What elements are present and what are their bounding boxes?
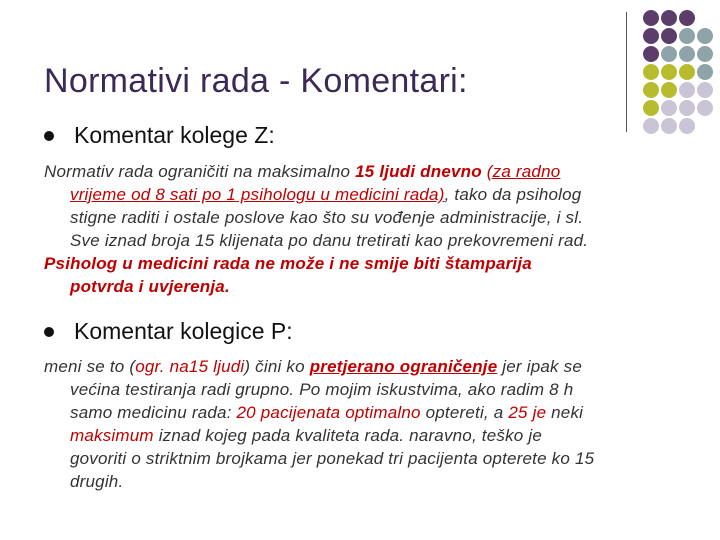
- comment-p-text: [44, 355, 684, 493]
- text-line-emphasis: potvrda i uvjerenja.: [70, 277, 230, 296]
- divider-line: [626, 12, 627, 132]
- text-run: ) čini ko: [244, 357, 310, 376]
- text-line: [44, 355, 684, 378]
- text-run: meni se to (: [44, 357, 136, 376]
- decorative-dot: [643, 118, 659, 134]
- bullet-comment-p: [44, 318, 293, 345]
- comment-z-text: [44, 160, 684, 298]
- decorative-dot: [679, 46, 695, 62]
- decorative-dot: [679, 10, 695, 26]
- decorative-dot: [643, 82, 659, 98]
- highlight-optimal: 20 pacijenata optimalno: [236, 403, 421, 422]
- decorative-dot: [661, 100, 677, 116]
- text-line: govoriti o striktnim brojkama jer ponekad tri pacijenta opterete ko 15: [70, 449, 595, 468]
- bullet-comment-z: [44, 122, 275, 149]
- text-run: optereti, a: [420, 403, 509, 422]
- decorative-dot: [679, 82, 695, 98]
- highlight-max: 25 je: [508, 403, 547, 422]
- text-line: stigne raditi i ostale poslove kao što su vođenje administracije, i sl.: [70, 208, 584, 227]
- text-line: drugih.: [70, 472, 124, 491]
- text-run: , tako da psiholog: [444, 185, 582, 204]
- bullet-icon: [44, 327, 54, 337]
- slide-title: Normativi rada - Komentari:: [44, 62, 468, 100]
- bullet-icon: [44, 131, 54, 141]
- decorative-dot: [679, 64, 695, 80]
- underlined-note: (za radno: [486, 162, 561, 181]
- decorative-dot: [661, 28, 677, 44]
- text-line: [44, 160, 684, 183]
- decorative-dot: [679, 100, 695, 116]
- decorative-dot: [661, 46, 677, 62]
- text-line: Sve iznad broja 15 klijenata po danu tretirati kao prekovremeni rad.: [70, 231, 589, 250]
- decorative-dot: [661, 10, 677, 26]
- decorative-dot: [697, 64, 713, 80]
- decorative-dot: [661, 118, 677, 134]
- highlight-max: maksimum: [70, 426, 154, 445]
- underlined-note: vrijeme od 8 sati po 1 psihologu u medicini rada): [70, 185, 445, 204]
- decorative-dot: [697, 28, 713, 44]
- decorative-dot: [697, 46, 713, 62]
- decorative-dot: [643, 100, 659, 116]
- text-run: Normativ rada ograničiti na maksimalno: [44, 162, 356, 181]
- decorative-dot: [661, 64, 677, 80]
- text-run: neki: [546, 403, 584, 422]
- text-run: iznad kojeg pada kvaliteta rada. naravno, teško je: [153, 426, 542, 445]
- decorative-dot: [643, 64, 659, 80]
- text-line: [44, 183, 684, 206]
- decorative-dot: [643, 10, 659, 26]
- decorative-dot: [643, 46, 659, 62]
- decorative-dot: [679, 28, 695, 44]
- text-run: jer ipak se: [497, 357, 582, 376]
- decorative-dot: [679, 118, 695, 134]
- text-line-emphasis: Psiholog u medicini rada ne može i ne smije biti štamparija: [44, 254, 532, 273]
- decorative-dot: [643, 28, 659, 44]
- highlight-limit: ogr. na15 ljudi: [135, 357, 245, 376]
- bullet-label: Komentar kolegice P:: [74, 318, 293, 344]
- decorative-dot: [661, 82, 677, 98]
- decorative-dot: [697, 100, 713, 116]
- text-line: [44, 424, 684, 447]
- highlight-limit: 15 ljudi dnevno: [355, 162, 482, 181]
- bullet-label: Komentar kolege Z:: [74, 122, 275, 148]
- highlight-opinion: pretjerano ograničenje: [309, 357, 498, 376]
- text-run: samo medicinu rada:: [70, 403, 237, 422]
- text-line: [44, 401, 684, 424]
- text-line: većina testiranja radi grupno. Po mojim iskustvima, ako radim 8 h: [70, 380, 574, 399]
- decorative-dot: [697, 82, 713, 98]
